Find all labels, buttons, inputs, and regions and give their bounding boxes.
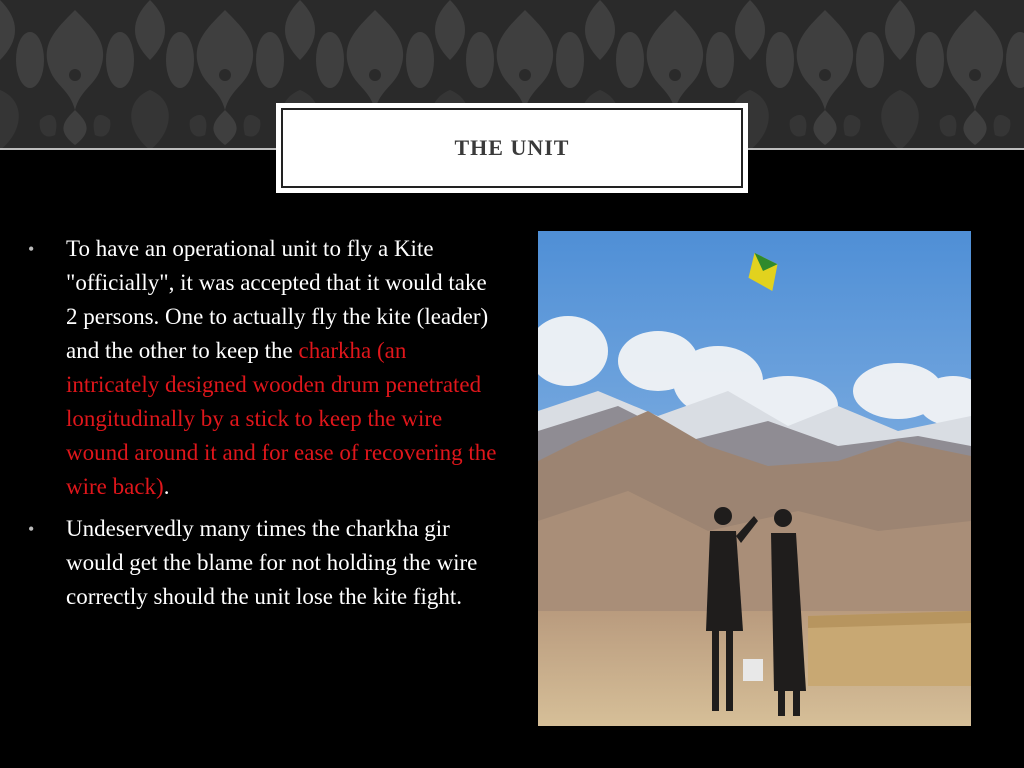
bullet-item-2	[28, 512, 498, 614]
slide-title: THE UNIT	[454, 135, 570, 160]
bullet-item-1	[28, 232, 498, 504]
bullet-1-end: .	[163, 474, 170, 499]
bullet-icon: •	[28, 519, 35, 539]
kite-photo	[538, 231, 971, 726]
bullet-2-text: Undeservedly many times the charkha gir would get the blame for not holding the wire correctly should the unit lose the kite fight.	[66, 516, 478, 609]
bullet-list	[28, 232, 498, 622]
kite-scene-image	[538, 231, 971, 726]
bullet-icon: •	[28, 239, 35, 259]
bullet-1-highlight: charkha (an intricately designed wooden drum penetrated longitudinally by a stick to keep the wire wound around it and for ease of recovering the wire back)	[66, 338, 497, 499]
bullet-1-text: To have an operational unit to fly a Kite "officially", it was accepted that it would take 2 persons. One to actually fly the kite (leader) and the other to keep the	[66, 236, 489, 363]
title-box	[277, 104, 747, 192]
title-frame	[281, 108, 743, 188]
